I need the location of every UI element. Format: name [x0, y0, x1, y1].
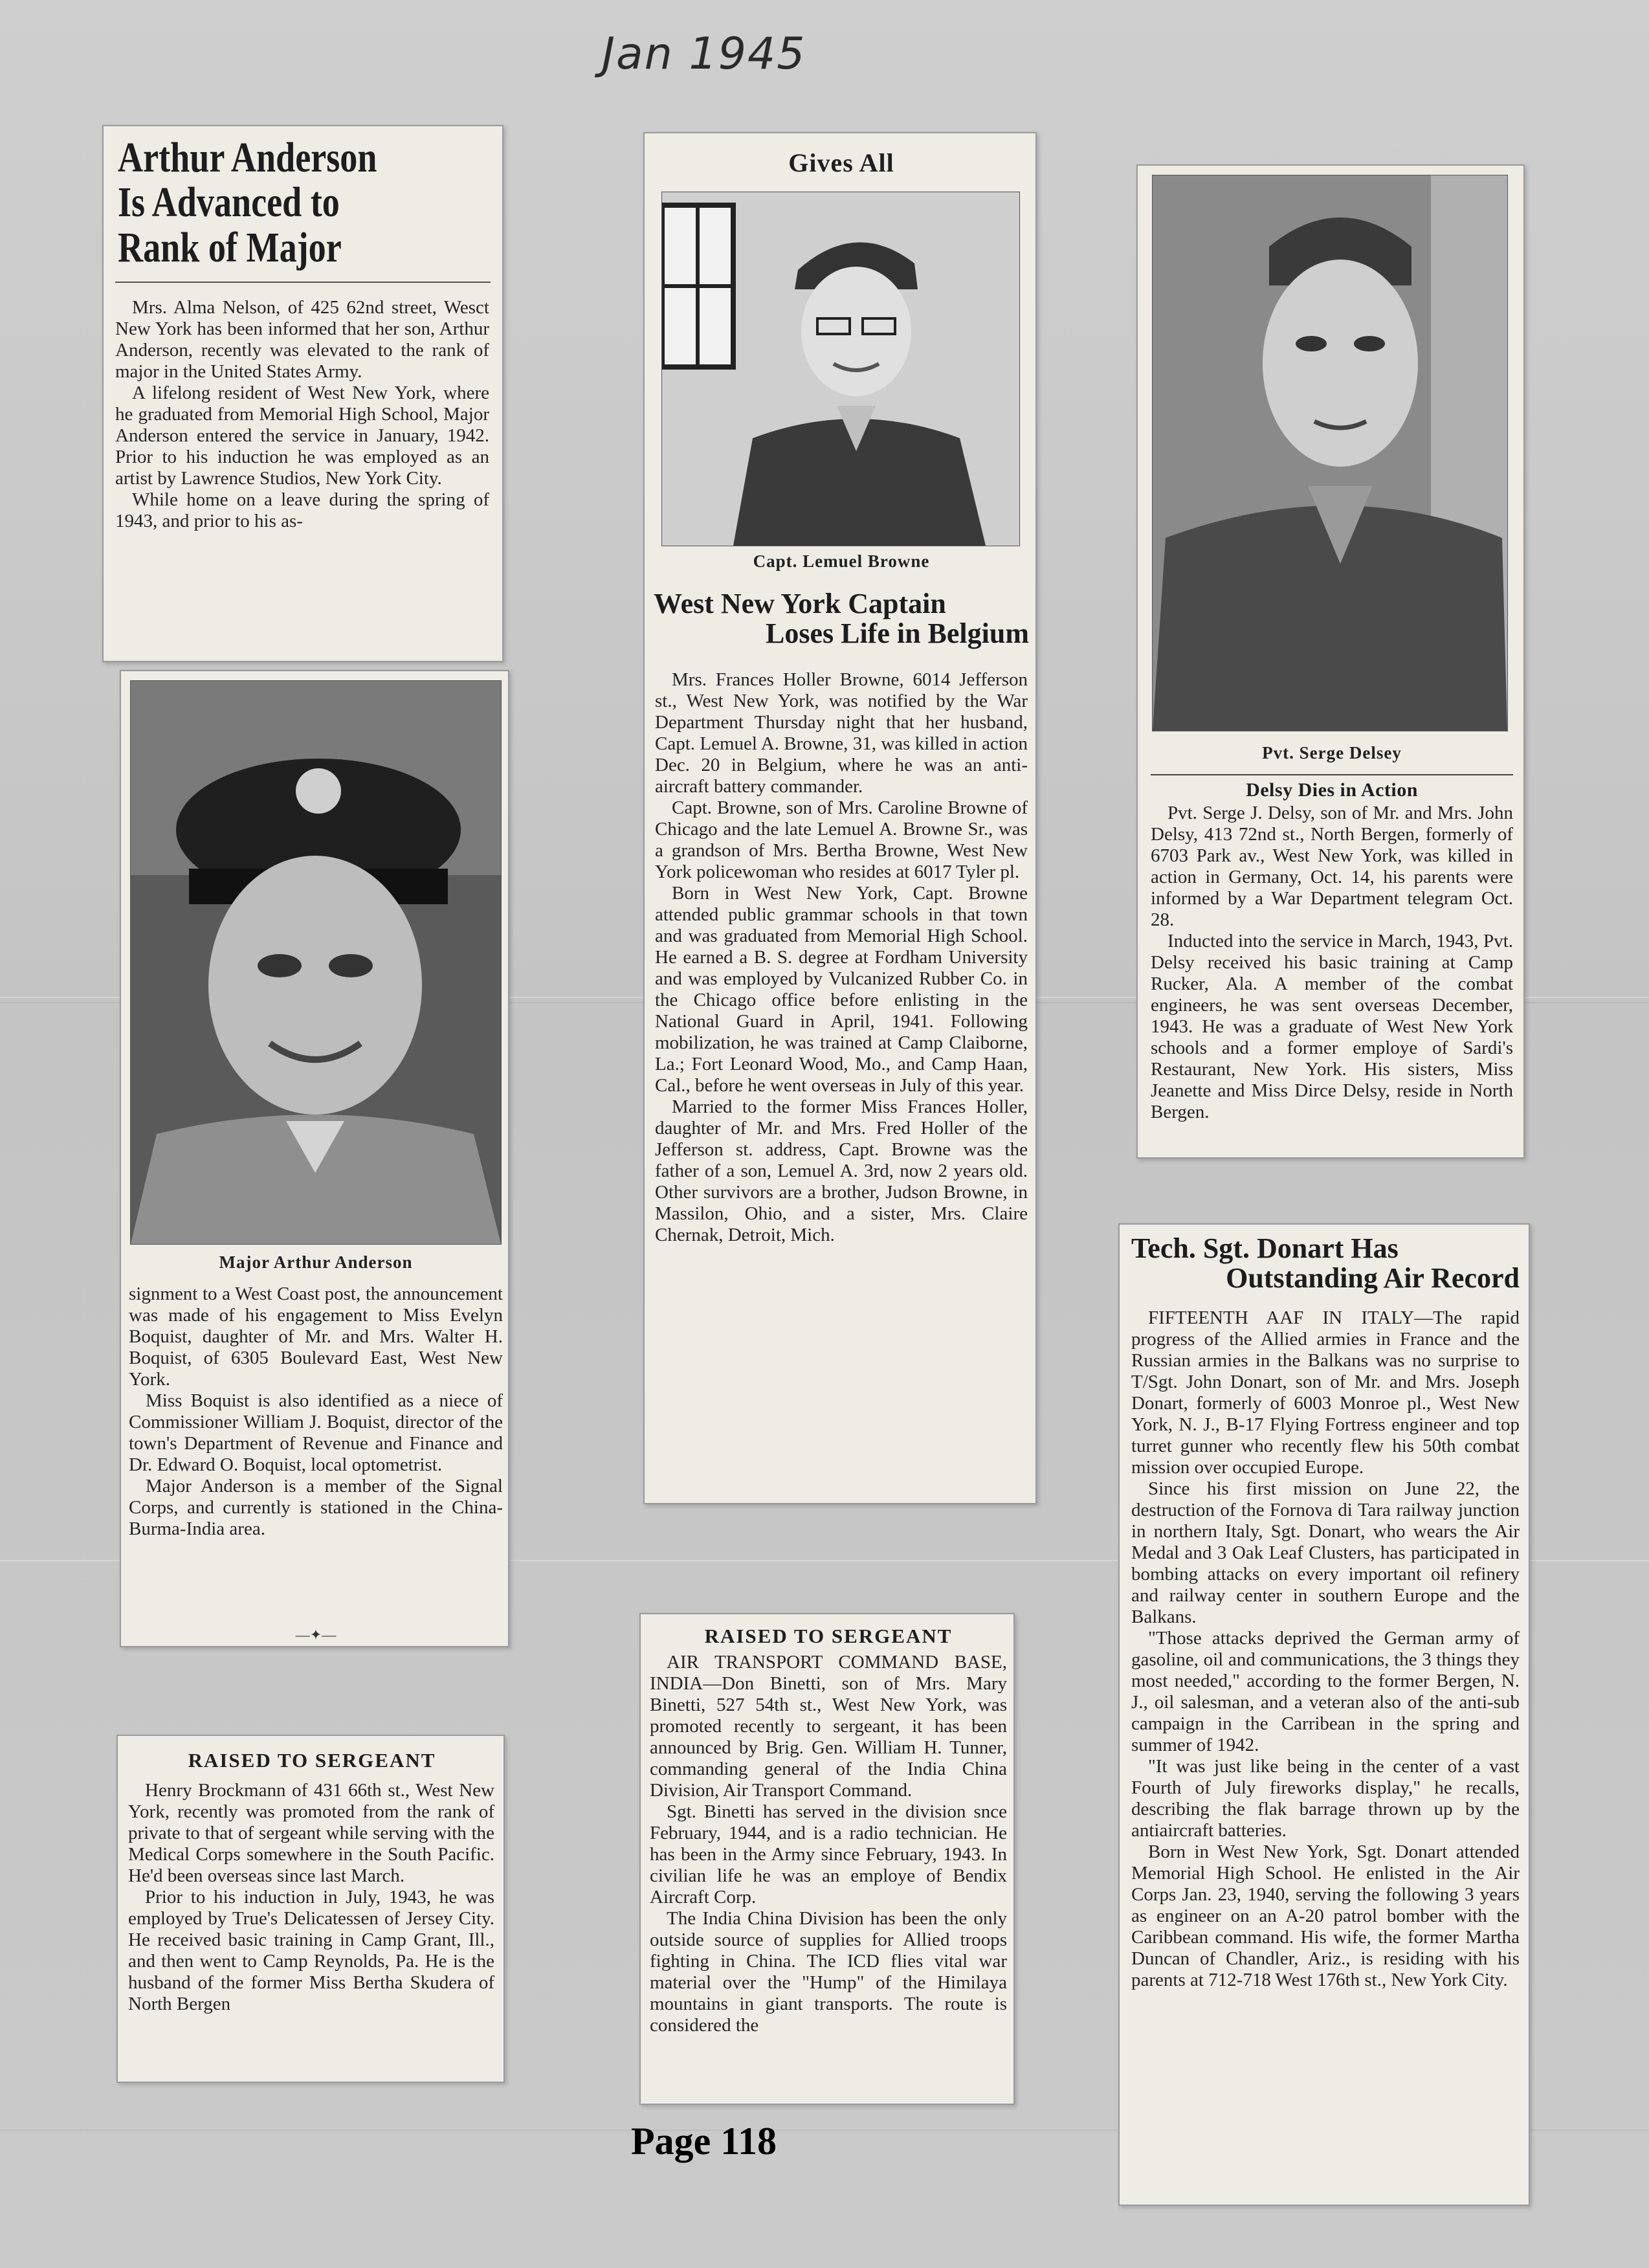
brockmann-clipping	[116, 1735, 505, 2083]
anderson-headline-line: Rank of Major	[118, 223, 342, 271]
delsey-paragraph: Pvt. Serge J. Delsy, son of Mr. and Mrs. John Delsy, 413 72nd st., North Bergen, formerly of 6703 Park av., West New York, was killed in action in Germany, Oct. 14, his parents were informed by a War Department telegram Oct. 28.	[1151, 803, 1513, 930]
anderson-clipping-bottom	[120, 670, 509, 1647]
brockmann-body	[128, 1780, 494, 2015]
donart-clipping	[1118, 1223, 1530, 2206]
anderson-clipping-top	[102, 125, 504, 662]
browne-headline-line: West New York Captain	[654, 588, 946, 619]
browne-headline	[654, 589, 1029, 649]
delsey-paragraph: Inducted into the service in March, 1943, Pvt. Delsy received his basic training at Camp Rucker, Ala. A member of the combat engineers, he was sent overseas December, 1943. He was a graduate of West New York schools and a former employe of Sardi's Restaurant, New York. His sisters, Miss Jeanette and Miss Dirce Delsy, reside in North Bergen.	[1151, 931, 1513, 1122]
rule	[115, 282, 491, 283]
anderson-paragraph: While home on a leave during the spring of 1943, and prior to his as-	[115, 489, 489, 531]
browne-body	[655, 669, 1028, 1246]
anderson-photo	[130, 680, 502, 1245]
anderson-paragraph: Major Anderson is a member of the Signal Corps, and currently is stationed in the China-Burma-India area.	[129, 1476, 503, 1539]
browne-paragraph: Married to the former Miss Frances Holler, daughter of Mr. and Mrs. Fred Holler of the Jefferson st. address, Capt. Browne was the father of a son, Lemuel A. 3rd, now 2 years old. Other survivors are a brother, Judson Browne, in Massilon, Ohio, and a sister, Mrs. Claire Chernak, Detroit, Mich.	[655, 1096, 1028, 1245]
delsey-photo-caption: Pvt. Serge Delsey	[1262, 743, 1402, 762]
anderson-paragraph: Miss Boquist is also identified as a niece of Commissioner William J. Boquist, director of the town's Department of Revenue and Finance and Dr. Edward O. Boquist, local optometrist.	[129, 1390, 503, 1475]
donart-paragraph: "Those attacks deprived the German army of gasoline, oil and communications, the 3 things they most needed," according to the former Bergen, N. J., oil salesman, and a veteran also of the anti-sub campaign in the Carribean in the spring and summer of 1942.	[1131, 1628, 1520, 1755]
browne-paragraph: Capt. Browne, son of Mrs. Caroline Browne of Chicago and the late Lemuel A. Browne Sr., was a grandson of Mrs. Bertha Browne, West New York policewoman who resides at 6017 Tyler pl.	[655, 797, 1028, 882]
donart-headline-line: Outstanding Air Record	[1226, 1262, 1520, 1295]
browne-paragraph: Born in West New York, Capt. Browne attended public grammar schools in that town and was graduated from Memorial High School. He earned a B. S. degree at Fordham University and was employed by Vulcanized Rubber Co. in the Chicago office before enlisting in the National Guard in April, 1941. Following mobilization, he was trained at Camp Claiborne, La.; Fort Leonard Wood, Mo., and Camp Haan, Cal., before he went overseas in July of this year.	[655, 883, 1028, 1096]
browne-photo	[661, 192, 1020, 546]
anderson-body-bottom	[129, 1284, 503, 1540]
browne-headline-line: Loses Life in Belgium	[765, 617, 1029, 650]
anderson-paragraph: signment to a West Coast post, the announcement was made of his engagement to Miss Evelyn Boquist, daughter of Mr. and Mrs. Walter H. Boquist, of 6305 Boulevard East, West New York.	[129, 1284, 503, 1390]
delsey-photo	[1152, 175, 1508, 731]
binetti-paragraph: Sgt. Binetti has served in the division snce February, 1944, and is a radio technician. He has been in the Army since February, 1943. In civilian life he was an employe of Bendix Aircraft Corp.	[650, 1801, 1007, 1907]
brockmann-paragraph: Prior to his induction in July, 1943, he was employed by True's Delicatessen of Jersey City. He received basic training in Camp Grant, Ill., and then went to Camp Reynolds, Pa. He is the husband of the former Miss Bertha Skudera of North Bergen	[128, 1887, 494, 2014]
donart-body	[1131, 1307, 1520, 1991]
anderson-headline-line: Arthur Anderson	[118, 134, 377, 181]
donart-paragraph: FIFTEENTH AAF IN ITALY—The rapid progress of the Allied armies in France and the Russian armies in the Balkans was no surprise to T/Sgt. John Donart, son of Mr. and Mrs. Joseph Donart, formerly of 6003 Monroe pl., West New York, N. J., B-17 Flying Fortress engineer and top turret gunner who recently flew his 50th combat mission over occupied Europe.	[1131, 1307, 1520, 1478]
donart-headline-line: Tech. Sgt. Donart Has	[1131, 1232, 1399, 1264]
brockmann-headline: RAISED TO SERGEANT	[188, 1749, 436, 1772]
binetti-paragraph: The India China Division has been the only outside source of supplies for Allied troops fighting in China. The ICD flies vital war material over the "Hump" of the Himilaya mountains in giant transports. The route is considered the	[650, 1908, 1007, 2036]
donart-paragraph: Born in West New York, Sgt. Donart attended Memorial High School. He enlisted in the Air Corps Jan. 23, 1940, serving the following 3 years as engineer on an A-20 patrol bomber with the Caribbean command. His wife, the former Martha Duncan of Chandler, Ariz., is residing with his parents at 712-718 West 176th st., New York City.	[1131, 1841, 1520, 1990]
end-mark: —✦—	[295, 1627, 337, 1643]
donart-paragraph: "It was just like being in the center of a vast Fourth of July fireworks display," he recalls, describing the flak barrage thrown up by the antiaircraft batteries.	[1131, 1756, 1520, 1841]
binetti-paragraph: AIR TRANSPORT COMMAND BASE, INDIA—Don Binetti, son of Mrs. Mary Binetti, 527 54th st., West New York, was promoted recently to sergeant, it has been announced by Brig. Gen. William H. Tunner, commanding general of the India China Division, Air Transport Command.	[650, 1652, 1007, 1801]
anderson-paragraph: Mrs. Alma Nelson, of 425 62nd street, Wesct New York has been informed that her son, Arthur Anderson, recently was elevated to the rank of major in the United States Army.	[115, 297, 489, 382]
donart-headline	[1131, 1234, 1520, 1293]
delsey-headline: Delsy Dies in Action	[1246, 779, 1418, 801]
binetti-body	[650, 1652, 1007, 2036]
browne-kicker: Gives All	[788, 148, 894, 177]
page-number: Page 118	[631, 2120, 777, 2162]
browne-clipping	[643, 132, 1037, 1504]
binetti-clipping	[639, 1613, 1015, 2105]
delsey-clipping	[1136, 164, 1525, 1159]
anderson-paragraph: A lifelong resident of West New York, where he graduated from Memorial High School, Major Anderson entered the service in January, 1942. Prior to his induction he was employed as an artist by Lawrence Studios, New York City.	[115, 383, 489, 489]
anderson-body-top	[115, 297, 489, 532]
binetti-headline: RAISED TO SERGEANT	[704, 1625, 953, 1647]
brockmann-paragraph: Henry Brockmann of 431 66th st., West New York, recently was promoted from the rank of private to that of sergeant while serving with the Medical Corps somewhere in the South Pacific. He'd been overseas since last March.	[128, 1780, 494, 1886]
rule	[1151, 774, 1513, 775]
anderson-headline-line: Is Advanced to	[118, 179, 340, 227]
delsey-body	[1151, 803, 1513, 1123]
browne-paragraph: Mrs. Frances Holler Browne, 6014 Jefferson st., West New York, was notified by the War Department Thursday night that her husband, Capt. Lemuel A. Browne, 31, was killed in action Dec. 20 in Belgium, where he was an anti-aircraft battery commander.	[655, 669, 1028, 797]
browne-photo-caption: Capt. Lemuel Browne	[753, 551, 930, 571]
anderson-photo-caption: Major Arthur Anderson	[219, 1252, 413, 1272]
donart-paragraph: Since his first mission on June 22, the destruction of the Fornova di Tara railway junction in northern Italy, Sgt. Donart, who wears the Air Medal and 3 Oak Leaf Clusters, has participated in bombing attacks on every important oil refinery and railway center in southern Europe and the Balkans.	[1131, 1478, 1520, 1627]
handwritten-date: Jan 1945	[602, 28, 806, 80]
anderson-headline	[118, 135, 500, 270]
